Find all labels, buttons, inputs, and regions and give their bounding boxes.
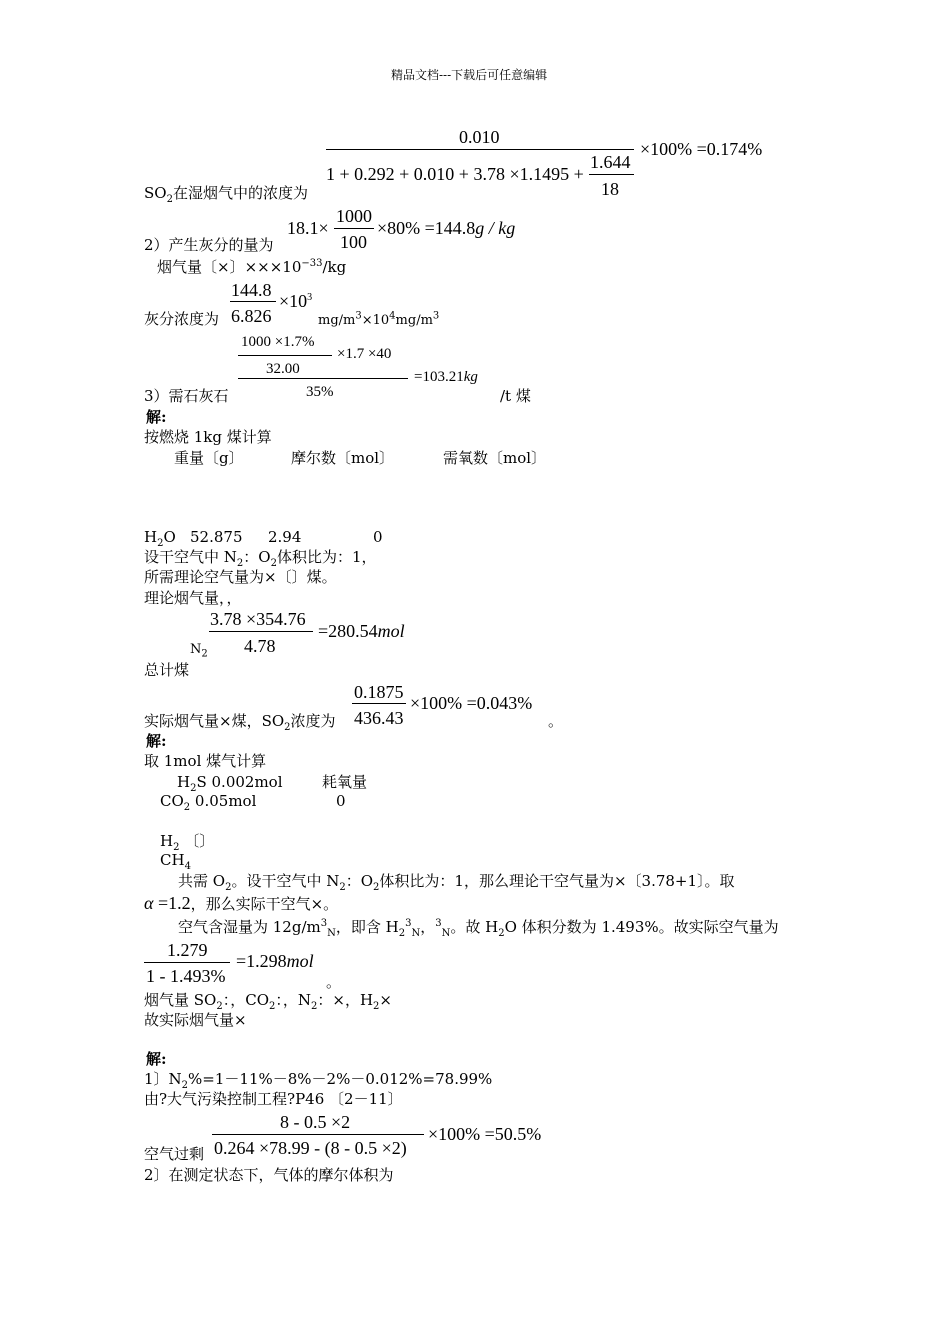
basis-1: 按燃烧 1kg 煤计算 [144,428,272,446]
table-header-mass: 重量〔g〕 [174,449,244,467]
molar-volume-line: 2〕在测定状态下，气体的摩尔体积为 [144,1166,394,1184]
eq5-fraction-bar [209,631,313,632]
alpha-line: α =1.2，那么实际干空气×。 [144,893,339,913]
eq1-inner-denominator: 18 [601,179,619,199]
eq1-denominator: 1 + 0.292 + 0.010 + 3.78 ×1.1495 + [326,164,584,184]
eq4-fraction-bar [238,378,408,379]
ch4-line: $CH_4$ [160,851,191,872]
ash-title: 2）产生灰分的量为 [144,236,274,254]
eq2-fraction-bar [334,228,374,229]
eq8-numerator: 8 - 0.5 ×2 [280,1112,351,1132]
eq2-denominator: 100 [340,232,367,252]
table-header-oxygen: 需氧数〔mol〕 [443,449,547,467]
total-coal: 总计煤 [144,661,190,679]
actual-flue-2: 故实际烟气量× [144,1011,247,1029]
h2o-mass: 52.875 [190,528,243,546]
eq3-numerator: 144.8 [231,280,272,300]
n2-calc: 1〕$N_2\%=1-11\%-8\%-2\%-0.012\%=78.99\%$ [144,1070,493,1091]
ash-conc-label: 灰分浓度为 [144,310,220,328]
period-1: 。 [548,712,564,730]
eq4-mid: ×1.7 ×40 [337,346,392,362]
eq6-fraction-bar [352,703,406,704]
eq2-result: ×80% =144.8g / kg [377,218,516,238]
eq1-numerator: 0.010 [459,127,500,147]
solution-1-heading: 解: [146,408,167,426]
eq6-result: ×100% =0.043% [410,693,533,713]
eq2-numerator: 1000 [336,206,372,226]
flue-composition: 烟气量 $SO_2$：，$CO_2$：，$N_2$：×，$H_2\times$ [144,991,392,1012]
eq4-denominator: 35% [306,384,334,400]
actual-flue: 实际烟气量×煤，$SO_2$浓度为 [144,712,336,733]
eq4-result: =103.21kg [414,369,478,385]
total-o2-line: 共需 $O_2$。设干空气中 $N_2$：$O_2$体积比为：1，那么理论干空气量为×〔3.78+1〕。取 [178,872,735,893]
eq3-denominator: 6.826 [231,306,272,326]
eq1-inner-numerator: 1.644 [590,152,631,172]
eq7-numerator: 1.279 [167,940,208,960]
h2-line: $H_2$ 〔〕 [160,832,215,853]
eq1-result: ×100% =0.174% [640,139,763,159]
eq8-fraction-bar [212,1134,424,1135]
h2o-oxygen: 0 [373,528,383,546]
table-header-moles: 摩尔数〔mol〕 [291,449,395,467]
eq4-inner-denominator: 32.00 [266,361,300,377]
theory-flue: 理论烟气量，， [144,589,242,607]
eq5-denominator: 4.78 [244,636,276,656]
so2-wet-label: $SO_2$在湿烟气中的浓度为 [144,184,308,205]
ratio-line: 设干空气中 $N_2$：$O_2$体积比为：1， [144,548,377,569]
eq4-inner-bar [238,355,332,356]
period-2: 。 [326,973,342,991]
o2-consumption-label: 耗氧量 [322,773,368,791]
eq6-numerator: 0.1875 [354,682,404,702]
eq1-fraction-bar [326,149,634,150]
theory-air: 所需理论空气量为×〔〕煤。 [144,568,337,586]
eq7-result: =1.298mol [236,951,314,971]
co2-line: $CO_2$ 0.05mol [160,792,257,813]
eq7-fraction-bar [144,962,230,963]
reference-line: 由?大气污染控制工程?P46 〔2－11〕 [144,1090,403,1108]
h2s-line: $H_2S$ 0.002mol [177,773,283,794]
eq1-inner-bar [589,174,634,175]
ash-conc-units: $mg/m^3\times 10^4mg/m^3$ [318,310,440,328]
limestone-label: 3）需石灰石 [144,387,229,405]
page-header: 精品文档---下载后可任意编辑 [391,68,548,82]
eq2-left: 18.1× [287,218,329,238]
eq7-denominator: 1 - 1.493% [146,966,226,986]
co2-oxygen: 0 [336,792,346,810]
eq4-inner-numerator: 1000 ×1.7% [241,334,315,350]
basis-2: 取 1mol 煤气计算 [144,752,267,770]
per-ton-label: /t 煤 [500,387,531,405]
humidity-line: 空气含湿量为 $12g/m^3_N$，即含 $H_2^3_N$，$^3_N$。故 $H_2O$ 体积分数为 1.493%。故实际空气量为 [178,918,779,939]
eq5-numerator: 3.78 ×354.76 [210,609,306,629]
excess-air-label: 空气过剩 [144,1145,205,1163]
eq3-right: $\times 10^3$ [279,291,313,311]
solution-2-heading: 解: [146,732,167,750]
eq8-result: ×100% =50.5% [428,1124,542,1144]
eq8-denominator: 0.264 ×78.99 - (8 - 0.5 ×2) [214,1138,407,1158]
flue-gas-line: 烟气量〔×〕$\times\times\times 10^{-33}/kg$ [157,258,347,276]
solution-3-heading: 解: [146,1050,167,1068]
eq6-denominator: 436.43 [354,708,404,728]
n2-label: $N_2$ [190,642,208,660]
eq3-fraction-bar [230,301,276,302]
h2o-moles: 2.94 [268,528,302,546]
h2o-name: $H_2O$ [144,528,176,549]
eq5-result: =280.54mol [318,621,405,641]
